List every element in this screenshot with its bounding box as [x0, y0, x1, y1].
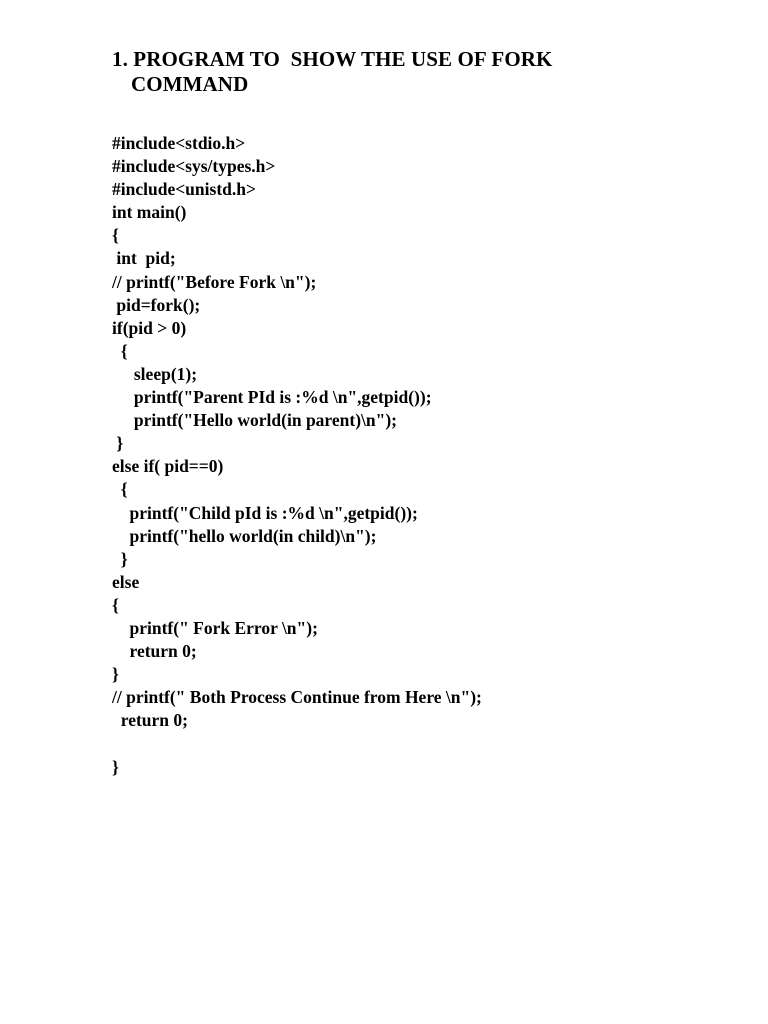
- code-line: else: [112, 571, 140, 592]
- title-line-2: COMMAND: [131, 72, 249, 96]
- code-line: // printf("Before Fork \n");: [112, 271, 317, 292]
- code-line: {: [112, 479, 128, 500]
- code-line: int pid;: [112, 248, 176, 269]
- code-line: printf("hello world(in child)\n");: [112, 525, 377, 546]
- code-line: }: [112, 756, 119, 777]
- code-line: }: [112, 433, 124, 454]
- code-line: #include<unistd.h>: [112, 179, 256, 200]
- code-line: return 0;: [112, 710, 188, 731]
- code-line: #include<stdio.h>: [112, 133, 246, 153]
- code-line: int main(): [112, 202, 187, 223]
- code-line: printf("Child pId is :%d \n",getpid());: [112, 502, 418, 523]
- code-line: if(pid > 0): [112, 317, 187, 338]
- code-line: {: [112, 594, 119, 615]
- code-line: printf("Hello world(in parent)\n");: [112, 410, 397, 431]
- code-line: [112, 732, 482, 755]
- title-line-1: 1. PROGRAM TO SHOW THE USE OF FORK: [112, 47, 553, 71]
- code-line: pid=fork();: [112, 294, 201, 315]
- code-line: }: [112, 548, 128, 569]
- code-line: {: [112, 225, 119, 246]
- code-line: // printf(" Both Process Continue from Here \n");: [112, 687, 482, 708]
- page-title: [112, 47, 552, 97]
- code-line: }: [112, 664, 119, 685]
- code-listing: [112, 132, 482, 779]
- code-line: #include<sys/types.h>: [112, 156, 276, 177]
- code-line: return 0;: [112, 641, 197, 662]
- code-line: printf(" Fork Error \n");: [112, 617, 318, 638]
- code-line: else if( pid==0): [112, 456, 224, 477]
- code-line: printf("Parent PId is :%d \n",getpid());: [112, 387, 432, 408]
- code-line: {: [112, 340, 128, 361]
- code-line: sleep(1);: [112, 363, 198, 384]
